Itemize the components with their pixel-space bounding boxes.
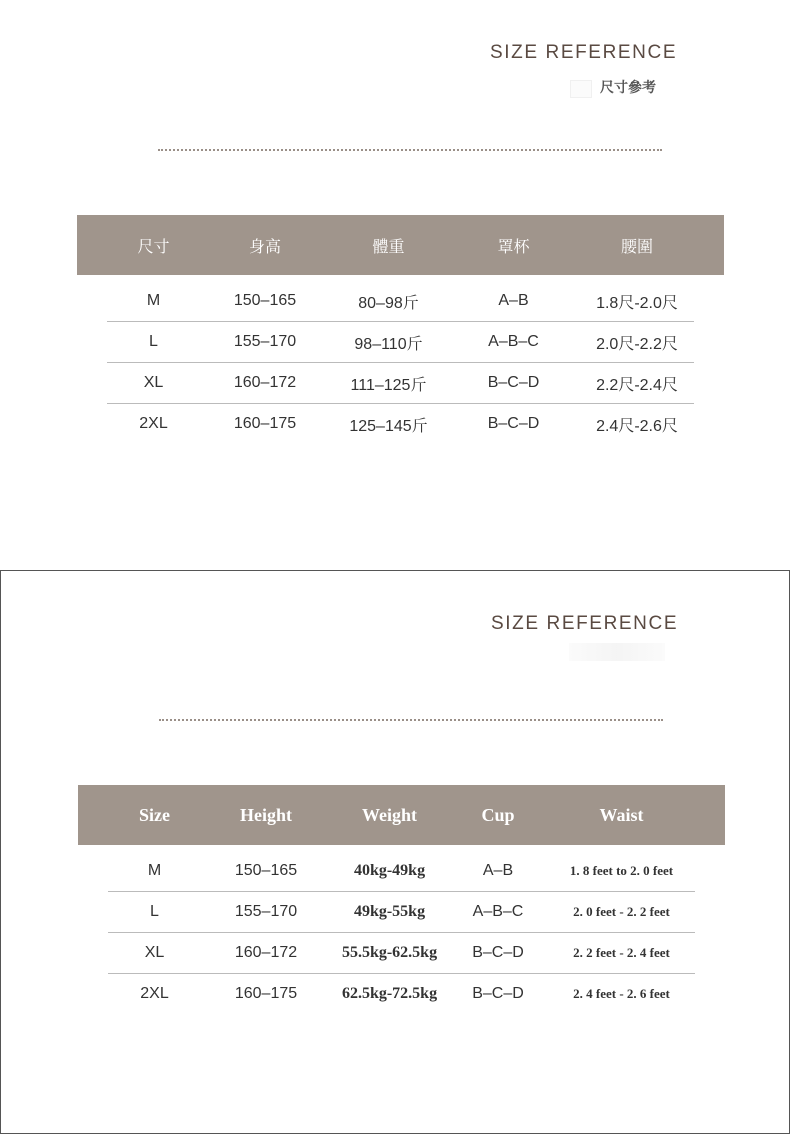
- size-table-cn: [77, 215, 724, 444]
- cell-cup: A–B–C: [448, 892, 548, 933]
- cell-size: XL: [108, 933, 201, 974]
- size-table-en: [78, 785, 725, 1014]
- cell-size: 2XL: [140, 985, 169, 1002]
- header-size: Size: [108, 785, 201, 845]
- table-row: [78, 892, 725, 933]
- header-pad: [694, 215, 724, 275]
- cell-size: M: [107, 275, 200, 322]
- header-weight: 體重: [330, 215, 447, 275]
- header-weight: Weight: [331, 785, 448, 845]
- header-pad: [78, 785, 108, 845]
- table-row: [77, 363, 724, 404]
- cell-size: M: [108, 845, 201, 892]
- cell-height: 150–165: [201, 845, 331, 892]
- cell-waist: 2.4尺-2.6尺: [596, 417, 678, 435]
- header-height: 身高: [200, 215, 330, 275]
- cell-cup: A–B–C: [447, 322, 580, 363]
- cell-weight: 125–145斤: [349, 417, 428, 435]
- cell-height: 160–175: [234, 985, 298, 1002]
- table-row: [78, 974, 725, 1015]
- cell-weight: 40kg-49kg: [331, 845, 448, 892]
- cell-cup: A–B: [447, 275, 580, 322]
- cell-cup: B–C–D: [487, 415, 540, 432]
- header-cup: Cup: [448, 785, 548, 845]
- cell-weight: 111–125斤: [330, 363, 447, 404]
- cell-height: 155–170: [200, 322, 330, 363]
- cell-weight: 55.5kg-62.5kg: [331, 933, 448, 974]
- cell-waist: 1.8尺-2.0尺: [580, 275, 694, 322]
- cell-waist: 2. 4 feet - 2. 6 feet: [573, 986, 670, 1001]
- cell-waist: 2. 2 feet - 2. 4 feet: [548, 933, 695, 974]
- cell-height: 160–172: [201, 933, 331, 974]
- cell-height: 160–172: [200, 363, 330, 404]
- cell-height: 150–165: [200, 275, 330, 322]
- decorative-box: [570, 80, 592, 98]
- cell-cup: B–C–D: [448, 933, 548, 974]
- section-title-cn: 尺寸參考: [600, 79, 656, 95]
- section-title-en: SIZE REFERENCE: [491, 613, 679, 634]
- cell-weight: 98–110斤: [330, 322, 447, 363]
- header-pad: [695, 785, 725, 845]
- cell-waist: 2.0尺-2.2尺: [580, 322, 694, 363]
- header-cup: 罩杯: [447, 215, 580, 275]
- cell-size: L: [107, 322, 200, 363]
- decorative-faint-line: [569, 643, 665, 661]
- table-row: [78, 845, 725, 892]
- table-row: [78, 933, 725, 974]
- section-title-en: SIZE REFERENCE: [490, 42, 678, 63]
- cell-height: 160–175: [233, 415, 297, 432]
- header-waist: Waist: [548, 785, 695, 845]
- table-row: [77, 275, 724, 322]
- cell-waist: 1. 8 feet to 2. 0 feet: [548, 845, 695, 892]
- size-reference-panel-en: [0, 570, 790, 1134]
- header-size: 尺寸: [107, 215, 200, 275]
- cell-weight: 49kg-55kg: [331, 892, 448, 933]
- cell-height: 155–170: [201, 892, 331, 933]
- cell-waist: 2. 0 feet - 2. 2 feet: [548, 892, 695, 933]
- cell-size: L: [108, 892, 201, 933]
- cell-weight: 80–98斤: [330, 275, 447, 322]
- dotted-divider: [158, 149, 662, 151]
- dotted-divider: [159, 719, 663, 721]
- cell-size: 2XL: [139, 415, 168, 432]
- header-height: Height: [201, 785, 331, 845]
- table-row: [77, 404, 724, 445]
- cell-weight: 62.5kg-72.5kg: [341, 985, 438, 1002]
- cell-waist: 2.2尺-2.4尺: [580, 363, 694, 404]
- table-header-row: [77, 215, 724, 275]
- cell-cup: B–C–D: [472, 985, 524, 1002]
- header-pad: [77, 215, 107, 275]
- cell-cup: A–B: [448, 845, 548, 892]
- header-waist: 腰圍: [580, 215, 694, 275]
- table-row: [77, 322, 724, 363]
- cell-size: XL: [107, 363, 200, 404]
- table-header-row: [78, 785, 725, 845]
- cell-cup: B–C–D: [447, 363, 580, 404]
